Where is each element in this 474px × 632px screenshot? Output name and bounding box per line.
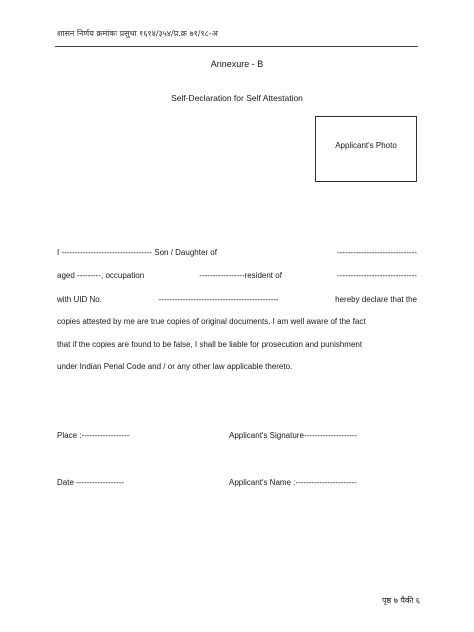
applicant-photo-box: [315, 116, 417, 182]
declaration-uid-blank: ---------------------------------------------: [158, 295, 279, 304]
applicant-name-field: Applicant's Name :-----------------------: [229, 478, 357, 487]
declaration-parent-blank: ------------------------------: [337, 248, 417, 257]
declaration-line-1: [57, 247, 417, 258]
annexure-label: Annexure - B: [210, 59, 264, 69]
declaration-line-3: [57, 294, 417, 305]
applicant-photo-label: Applicant's Photo: [335, 141, 397, 150]
declaration-age-occupation: aged ---------, occupation: [57, 271, 145, 280]
declaration-line-2: [57, 270, 417, 281]
declaration-hereby-text: hereby declare that the: [335, 295, 417, 304]
declaration-line-4: copies attested by me are true copies of original documents. I am well aware of the fact: [57, 317, 366, 326]
date-field: Date ------------------: [57, 478, 125, 487]
declaration-line-6: under Indian Penal Code and / or any other law applicable thereto.: [57, 362, 293, 371]
declaration-resident-blank: ------------------------------: [337, 271, 417, 280]
header-divider: [55, 46, 418, 47]
applicant-signature-field: Applicant's Signature--------------------: [229, 431, 358, 440]
declaration-resident-label: -----------------resident of: [199, 271, 282, 280]
place-field: Place :------------------: [57, 431, 130, 440]
declaration-name-blank: I ---------------------------------- Son / Daughter of: [57, 248, 217, 257]
document-title: Self-Declaration for Self Attestation: [171, 93, 303, 103]
page-number: पृष्ठ ७ पैकी ६: [382, 596, 420, 605]
government-resolution-header: शासन निर्णय क्रमांकः प्रसुधा १६१४/३५४/प्र.क्र ७१/१८-अ: [57, 29, 218, 38]
declaration-uid-label: with UID No.: [57, 295, 102, 304]
declaration-line-5: that if the copies are found to be false, I shall be liable for prosecution and punishment: [57, 340, 363, 349]
